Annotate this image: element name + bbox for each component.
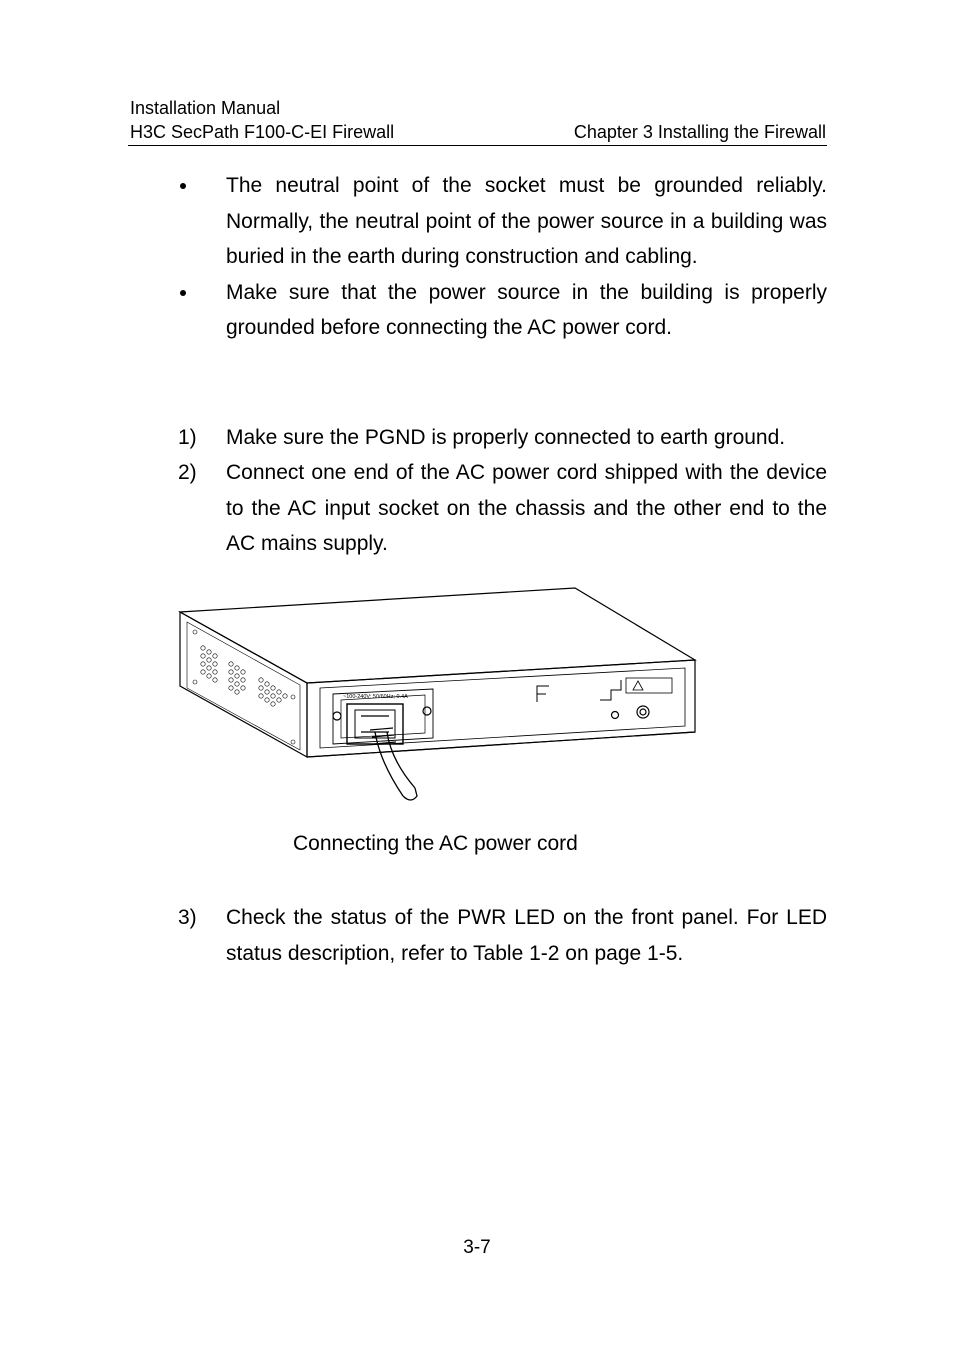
step-number: 3) (178, 906, 197, 929)
bullet-text: Make sure that the power source in the building is properly grounded before connecting the AC power cord. (226, 280, 827, 339)
step-3 (130, 900, 827, 971)
power-rating-label: ~100-240V; 50/60Hz; 0.4A (343, 694, 408, 700)
bullet-item (130, 275, 827, 346)
header-rule (128, 145, 827, 146)
figure-caption: Connecting the AC power cord (293, 832, 578, 855)
bullet-item (130, 168, 827, 275)
firewall-power-cord-illustration (175, 582, 705, 812)
step-text: Check the status of the PWR LED on the front panel. For LED status description, refer to Table 1-2 on page 1-5. (226, 906, 827, 965)
bullet-dot (180, 290, 186, 296)
step-text: Connect one end of the AC power cord shipped with the device to the AC input socket on the chassis and the other end to the AC mains supply. (226, 461, 827, 555)
bullet-dot (180, 183, 186, 189)
page-number: 3-7 (463, 1237, 491, 1258)
step-2 (130, 455, 827, 562)
header-product: H3C SecPath F100-C-EI Firewall (130, 122, 395, 142)
step-text: Make sure the PGND is properly connected to earth ground. (226, 426, 786, 449)
bullet-list (130, 168, 827, 346)
header-doc-title: Installation Manual (130, 98, 281, 118)
step-1 (130, 420, 827, 456)
step-number: 2) (178, 461, 197, 484)
step-number: 1) (178, 426, 197, 449)
bullet-text: The neutral point of the socket must be grounded reliably. Normally, the neutral point of the power source in a building was buried in the earth during construction and cabling. (226, 174, 827, 268)
header-chapter: Chapter 3 Installing the Firewall (573, 122, 826, 142)
